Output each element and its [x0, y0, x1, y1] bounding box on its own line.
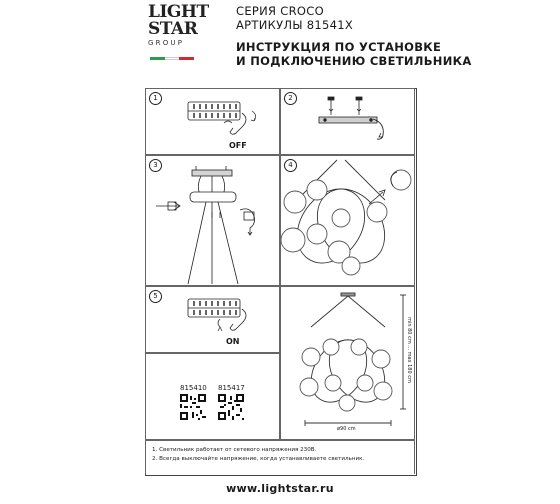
step-1-panel	[145, 88, 280, 155]
logo-line-3: GROUP	[148, 39, 185, 47]
logo-line-1: LIGHT	[148, 2, 209, 22]
flag-red	[179, 57, 194, 60]
article-815417: 815417	[218, 384, 245, 392]
instruction-title-line-2: И ПОДКЛЮЧЕНИЮ СВЕТИЛЬНИКА	[236, 54, 472, 68]
off-label: OFF	[229, 141, 247, 150]
flag-white	[165, 57, 180, 60]
logo-line-2: STAR	[148, 19, 198, 39]
note-2: 2. Всегда выключайте напряжение, когда устанавливаете светильник.	[152, 456, 365, 462]
wiring-connection-illustration	[146, 156, 279, 285]
breaker-off-illustration	[146, 89, 279, 154]
note-1: 1. Светильник работает от сетевого напряжения 230В.	[152, 447, 317, 453]
articles-heading: АРТИКУЛЫ 81541X	[236, 18, 354, 32]
flag-green	[150, 57, 165, 60]
articles-panel	[145, 353, 280, 440]
on-label: ON	[226, 337, 240, 346]
step-number: 1	[149, 92, 162, 105]
step-number: 3	[149, 159, 162, 172]
step-number: 4	[284, 159, 297, 172]
qr-code-815417	[218, 394, 244, 420]
diameter-dimension-label: ø90 cm	[337, 426, 356, 432]
step-4-panel	[280, 155, 415, 286]
website-url: www.lightstar.ru	[226, 482, 334, 495]
height-dimension-label: min 80 cm ... max 180 cm	[406, 317, 412, 383]
step-number: 2	[284, 92, 297, 105]
series-heading: СЕРИЯ CROCO	[236, 4, 324, 18]
chandelier-dimensions-illustration	[281, 287, 414, 439]
dimensions-panel	[280, 286, 415, 440]
lightstar-logo	[148, 2, 209, 64]
breaker-on-illustration	[146, 287, 279, 352]
step-5-panel	[145, 286, 280, 353]
step-2-panel	[280, 88, 415, 155]
globe-installation-illustration	[281, 156, 414, 285]
step-number: 5	[149, 290, 162, 303]
article-815410: 815410	[180, 384, 207, 392]
step-3-panel	[145, 155, 280, 286]
italian-flag-stripe	[150, 57, 194, 60]
instruction-title-line-1: ИНСТРУКЦИЯ ПО УСТАНОВКЕ	[236, 40, 442, 54]
mounting-bracket-illustration	[281, 89, 414, 154]
qr-code-815410	[180, 394, 206, 420]
